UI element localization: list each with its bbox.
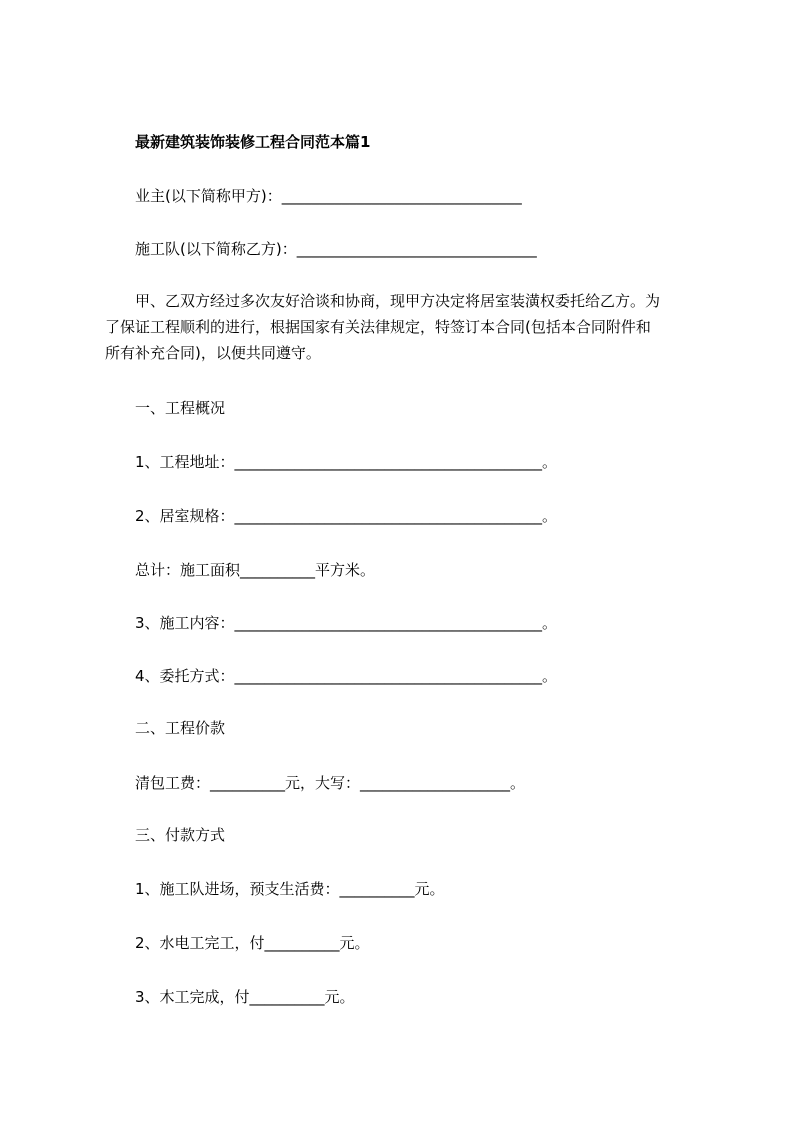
room-spec-line: 2、居室规格：_________________________________________。	[135, 507, 558, 525]
payment-item-3: 3、木工完成，付__________元。	[135, 988, 355, 1006]
intro-line-3: 所有补充合同)，以便共同遵守。	[105, 344, 321, 362]
payment-item-2: 2、水电工完工，付__________元。	[135, 934, 370, 952]
intro-line-1: 甲、乙双方经过多次友好洽谈和协商，现甲方决定将居室装潢权委托给乙方。为	[135, 292, 661, 310]
document-title: 最新建筑装饰装修工程合同范本篇1	[135, 133, 371, 151]
construction-content-line: 3、施工内容：_________________________________________。	[135, 614, 558, 632]
section1-heading: 一、工程概况	[135, 399, 226, 417]
payment-item-1: 1、施工队进场，预支生活费：__________元。	[135, 880, 445, 898]
section2-heading: 二、工程价款	[135, 719, 226, 737]
total-area-line: 总计：施工面积__________平方米。	[135, 561, 376, 579]
labor-fee-line: 清包工费：__________元，大写：____________________。	[135, 774, 526, 792]
contractor-line: 施工队(以下简称乙方)：________________________________	[135, 240, 537, 258]
project-address-line: 1、工程地址：_________________________________________。	[135, 453, 558, 471]
delegation-method-line: 4、委托方式：_________________________________________。	[135, 667, 558, 685]
section3-heading: 三、付款方式	[135, 826, 226, 844]
intro-line-2: 了保证工程顺利的进行，根据国家有关法律规定，特签订本合同(包括本合同附件和	[105, 318, 651, 336]
intro-paragraph	[105, 288, 705, 366]
owner-line: 业主(以下简称甲方)：________________________________	[135, 187, 522, 205]
